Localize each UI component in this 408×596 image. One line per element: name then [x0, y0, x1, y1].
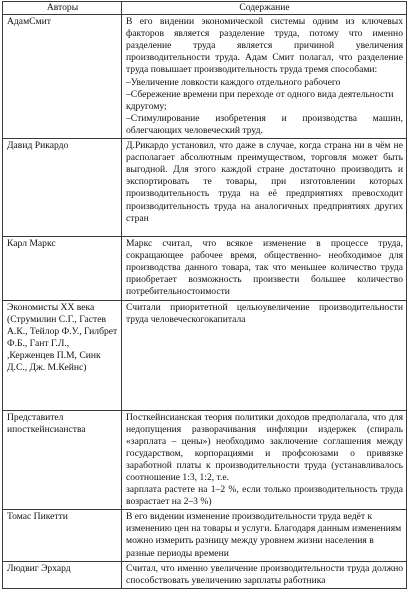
content-paragraph: Д.Рикардо установил, что даже в случае, когда страна ни в чём не располагает абсолютным преимуществом, торговля может быть выгодной. Для этого каждой стране достаточно производить и экспортировать те товары, при изготовлении которых производительность труда на её предприятиях превосходит производительность труда на аналогичных предприятиях других стран	[126, 140, 403, 224]
content-paragraph: Считали приоритетной цельюувеличение производительности труда человеческогокапитала	[126, 301, 403, 325]
column-header-authors: Авторы	[3, 2, 122, 15]
author-cell: Карл Маркс	[3, 237, 122, 300]
content-cell	[122, 510, 407, 561]
table-row	[3, 300, 407, 410]
content-cell	[122, 300, 407, 410]
content-cell	[122, 561, 407, 588]
column-header-content: Содержание	[122, 2, 407, 15]
content-paragraph: Маркс считал, что всякое изменение в процессе труда, сокращающее рабочее время, общественно- необходимое для производства данного товара, так что меньшее количество труда приобретает возможность произвести большее количество потребительностоимости	[126, 238, 403, 298]
authors-table	[2, 1, 407, 589]
content-paragraph: В его видении изменение производительности труда ведёт к изменению цен на товары и услуги. Благодаря данным изменениям можно измерить разницу между уровнем жизни населения в разные периоды времени	[126, 511, 402, 559]
table-row	[3, 139, 407, 237]
content-cell	[122, 410, 407, 510]
author-cell: Томас Пикетти	[3, 510, 122, 561]
author-cell: АдамСмит	[3, 15, 122, 139]
table-row	[3, 561, 407, 588]
table-row	[3, 15, 407, 139]
content-paragraph: –Увеличение ловкости каждого отдельного рабочего	[126, 76, 341, 88]
content-paragraph: –Стимулирование изобретения и производства машин, облегчающих человеческий труд.	[126, 112, 403, 136]
author-cell: Представител ипосткейнсианства	[3, 410, 122, 510]
content-paragraph: Считал, что именно увеличение производительности труда должно способствовать увеличению зарплаты работника	[126, 562, 403, 586]
content-paragraph: В его видении экономической системы одним из ключевых факторов является разделение труда, потому что именно разделение труда является причиной увеличения производительности труда. Адам Смит полагал, что разделение труда повышает производительность труда тремя способами:	[126, 16, 403, 76]
author-cell: Экономисты XX века (Струмилин С.Г., Гастев А.К., Тейлор Ф.У., Гилбрет Ф.Б., Гант Г.Л., ,Керженцев П.М, Синк Д.С., Дж. М.Кейнс)	[3, 300, 122, 410]
content-paragraph: Посткейнсианская теория политики доходов предполагала, что для недопущения разворачивания инфляции издержек (спираль «зарплата – цены») необходимо заключение соглашения между государством, корпорациями и профсоюзами о привязке заработной платы к производительности труда (устанавливалось соотношение 1:3, 1:2, т.е.	[126, 411, 403, 483]
document-page	[2, 1, 406, 589]
content-cell	[122, 139, 407, 237]
content-cell	[122, 15, 407, 139]
table-row	[3, 410, 407, 510]
content-paragraph: –Сбережение времени при переходе от одного вида деятельности кдругому;	[126, 88, 394, 112]
author-cell: Давид Рикардо	[3, 139, 122, 237]
author-cell: Людвиг Эрхард	[3, 561, 122, 588]
content-paragraph: зарплата растете на 1–2 %, если только производительность труда возрастает на 2–3 %)	[126, 484, 403, 508]
table-row	[3, 237, 407, 300]
table-row	[3, 510, 407, 561]
content-cell	[122, 237, 407, 300]
table-header-row	[3, 2, 407, 15]
